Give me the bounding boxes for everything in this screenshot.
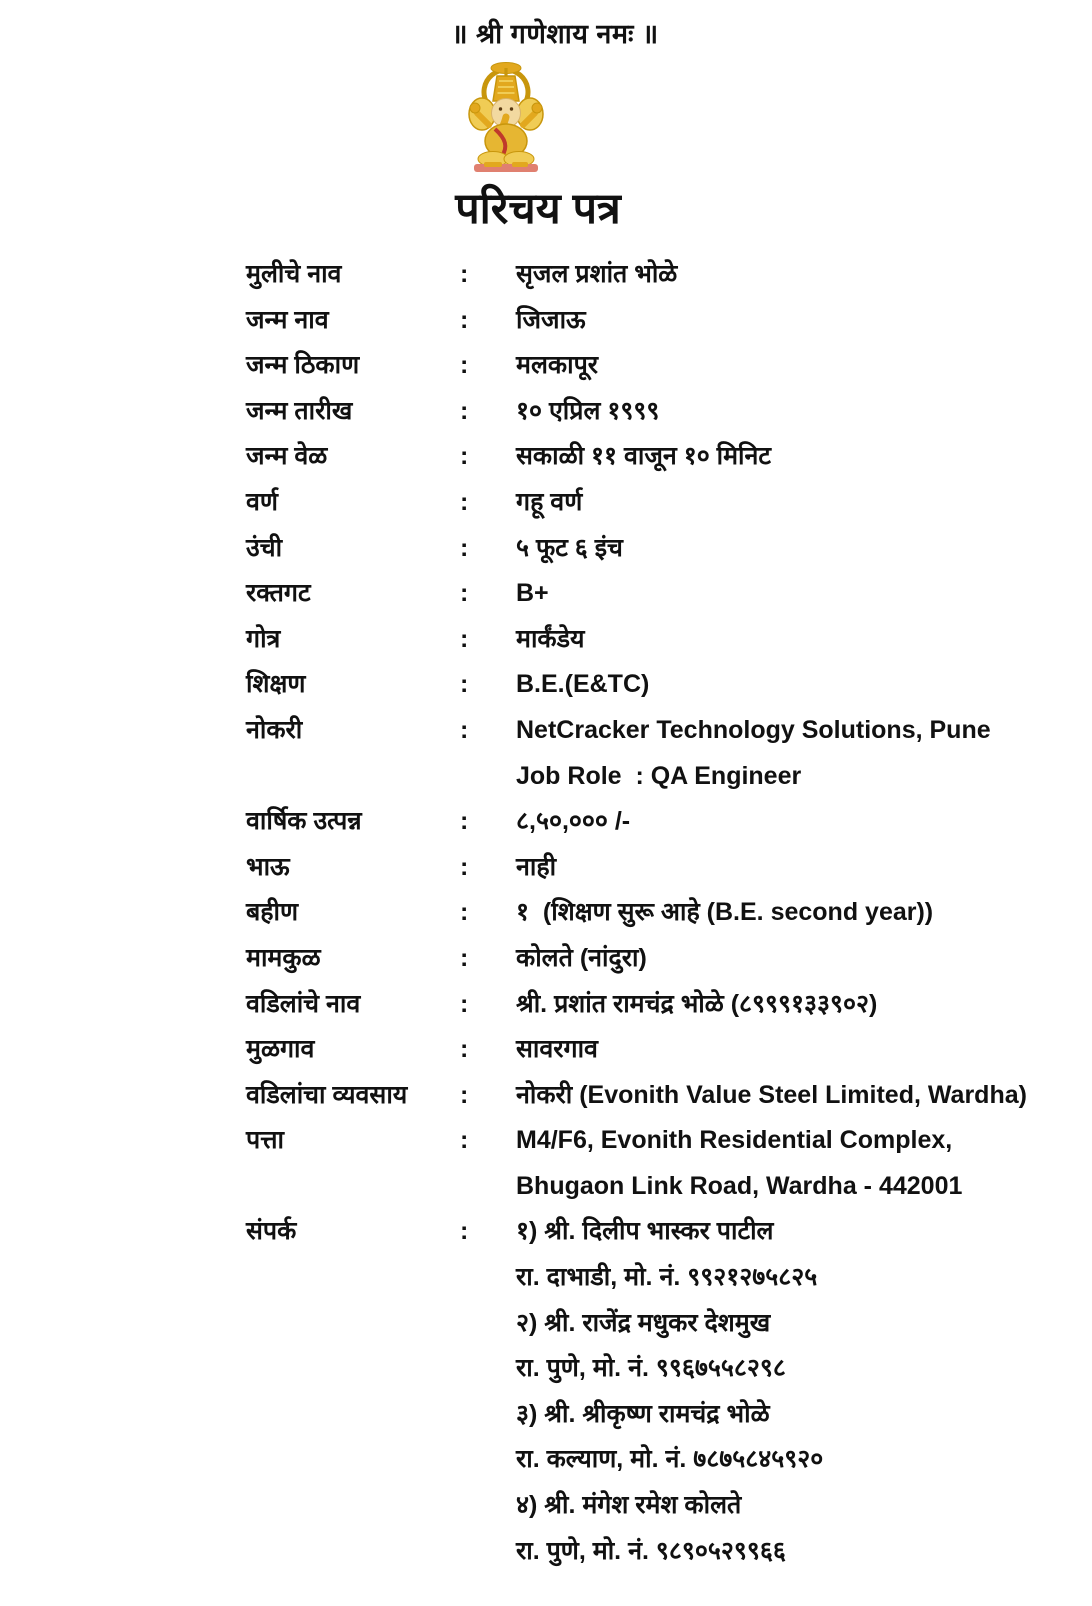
row-label: वडिलांचा व्यवसाय xyxy=(246,1080,408,1109)
row-value-line: रा. पुणे, मो. नं. ९८९०५२९९६६ xyxy=(516,1536,786,1565)
row-label: नोकरी xyxy=(246,715,303,744)
row-values xyxy=(516,571,1092,617)
row-value-line: सकाळी ११ वाजून १० मिनिट xyxy=(516,442,772,471)
row-values xyxy=(516,1118,1092,1209)
row-value-line: मार्कंडेय xyxy=(516,624,585,653)
row-value-line: B.E.(E&TC) xyxy=(516,670,650,699)
ganesha-idol-image xyxy=(458,59,554,173)
biodata-row xyxy=(246,1209,1092,1574)
row-values xyxy=(516,617,1092,663)
row-label: जन्म वेळ xyxy=(246,442,328,471)
biodata-row xyxy=(246,982,1092,1028)
details-table xyxy=(246,252,1092,1574)
biodata-row xyxy=(246,845,1092,891)
row-values xyxy=(516,662,1092,708)
row-values xyxy=(516,1073,1092,1119)
row-values xyxy=(516,343,1092,389)
row-values xyxy=(516,1209,1092,1574)
row-colon: : xyxy=(460,1126,469,1155)
row-label: भाऊ xyxy=(246,852,290,881)
biodata-row xyxy=(246,936,1092,982)
row-label: बहीण xyxy=(246,898,299,927)
row-value-line: श्री. प्रशांत रामचंद्र भोळे (८९९९१३३९०२) xyxy=(516,989,878,1018)
row-value-line: सृजल प्रशांत भोळे xyxy=(516,260,678,288)
row-values xyxy=(516,480,1092,526)
row-label: जन्म नाव xyxy=(246,305,329,334)
biodata-row xyxy=(246,480,1092,526)
row-value-line: ३) श्री. श्रीकृष्ण रामचंद्र भोळे xyxy=(516,1399,770,1428)
row-colon: : xyxy=(460,579,469,608)
row-value-line: नाही xyxy=(516,852,557,881)
row-values xyxy=(516,252,1092,298)
row-values xyxy=(516,936,1092,982)
row-value-line: सावरगाव xyxy=(516,1035,598,1064)
biodata-row xyxy=(246,708,1092,799)
row-colon: : xyxy=(460,898,469,927)
row-label: उंची xyxy=(246,533,283,562)
row-value-line: B+ xyxy=(516,579,549,608)
row-label: मुळगाव xyxy=(246,1035,315,1064)
row-value-line: ५ फूट ६ इंच xyxy=(516,533,623,562)
page-title: परिचय पत्र xyxy=(455,185,621,233)
ganesha-icon xyxy=(458,59,554,173)
row-value-line: गहू वर्ण xyxy=(516,487,583,516)
row-values xyxy=(516,1027,1092,1073)
row-colon: : xyxy=(460,943,469,972)
row-value-line: रा. दाभाडी, मो. नं. ९९२१२७५८२५ xyxy=(516,1263,818,1292)
row-colon: : xyxy=(460,305,469,334)
row-values xyxy=(516,526,1092,572)
row-colon: : xyxy=(460,852,469,881)
biodata-row xyxy=(246,343,1092,389)
row-value-line: १ (शिक्षण सुरू आहे (B.E. second year)) xyxy=(516,898,934,927)
biodata-row xyxy=(246,799,1092,845)
row-label: मुलीचे नाव xyxy=(246,260,342,288)
biodata-row xyxy=(246,526,1092,572)
row-value-line: ४) श्री. मंगेश रमेश कोलते xyxy=(516,1491,742,1520)
invocation-text: ॥ श्री गणेशाय नमः ॥ xyxy=(451,19,659,49)
row-value-line: M4/F6, Evonith Residential Complex, xyxy=(516,1126,953,1155)
row-values xyxy=(516,982,1092,1028)
biodata-row xyxy=(246,389,1092,435)
row-value-line: १) श्री. दिलीप भास्कर पाटील xyxy=(516,1217,774,1246)
row-label: वडिलांचे नाव xyxy=(246,989,361,1018)
row-value-line: मलकापूर xyxy=(516,351,599,380)
row-values xyxy=(516,799,1092,845)
row-label: संपर्क xyxy=(246,1217,297,1246)
row-label: जन्म तारीख xyxy=(246,396,353,425)
row-colon: : xyxy=(460,670,469,699)
row-colon: : xyxy=(460,1035,469,1064)
row-value-line: रा. पुणे, मो. नं. ९९६७५५८२९८ xyxy=(516,1354,786,1383)
biodata-row xyxy=(246,1073,1092,1119)
biodata-row xyxy=(246,298,1092,344)
row-value-line: रा. कल्याण, मो. नं. ७८७५८४५९२० xyxy=(516,1445,824,1474)
row-colon: : xyxy=(460,1217,469,1246)
row-label: मामकुळ xyxy=(246,943,321,972)
row-value-line: ८,५०,००० /- xyxy=(516,807,631,836)
biodata-row xyxy=(246,571,1092,617)
row-value-line: १० एप्रिल १९९९ xyxy=(516,396,660,425)
row-colon: : xyxy=(460,624,469,653)
row-label: जन्म ठिकाण xyxy=(246,351,360,380)
row-values xyxy=(516,434,1092,480)
row-values xyxy=(516,845,1092,891)
row-value-line: नोकरी (Evonith Value Steel Limited, Wardha) xyxy=(516,1080,1027,1109)
row-colon: : xyxy=(460,533,469,562)
row-label: गोत्र xyxy=(246,624,281,653)
row-colon: : xyxy=(460,396,469,425)
row-value-line: Bhugaon Link Road, Wardha - 442001 xyxy=(516,1171,963,1200)
biodata-row xyxy=(246,662,1092,708)
biodata-row xyxy=(246,1027,1092,1073)
biodata-row xyxy=(246,617,1092,663)
row-colon: : xyxy=(460,1080,469,1109)
row-colon: : xyxy=(460,989,469,1018)
row-label: वार्षिक उत्पन्न xyxy=(246,807,362,836)
row-values xyxy=(516,708,1092,799)
row-colon: : xyxy=(460,260,469,288)
row-colon: : xyxy=(460,487,469,516)
biodata-row xyxy=(246,1118,1092,1209)
row-values xyxy=(516,298,1092,344)
row-values xyxy=(516,389,1092,435)
biodata-row xyxy=(246,252,1092,298)
row-value-line: कोलते (नांदुरा) xyxy=(516,943,647,972)
row-values xyxy=(516,890,1092,936)
row-value-line: २) श्री. राजेंद्र मधुकर देशमुख xyxy=(516,1308,771,1337)
row-colon: : xyxy=(460,351,469,380)
row-value-line: NetCracker Technology Solutions, Pune xyxy=(516,715,991,744)
row-label: वर्ण xyxy=(246,487,278,516)
row-label: रक्तगट xyxy=(246,579,311,608)
row-colon: : xyxy=(460,442,469,471)
row-label: पत्ता xyxy=(246,1126,284,1155)
row-label: शिक्षण xyxy=(246,670,306,699)
biodata-row xyxy=(246,890,1092,936)
row-colon: : xyxy=(460,807,469,836)
biodata-row xyxy=(246,434,1092,480)
row-colon: : xyxy=(460,715,469,744)
row-value-line: Job Role : QA Engineer xyxy=(516,761,802,790)
row-value-line: जिजाऊ xyxy=(516,305,586,334)
